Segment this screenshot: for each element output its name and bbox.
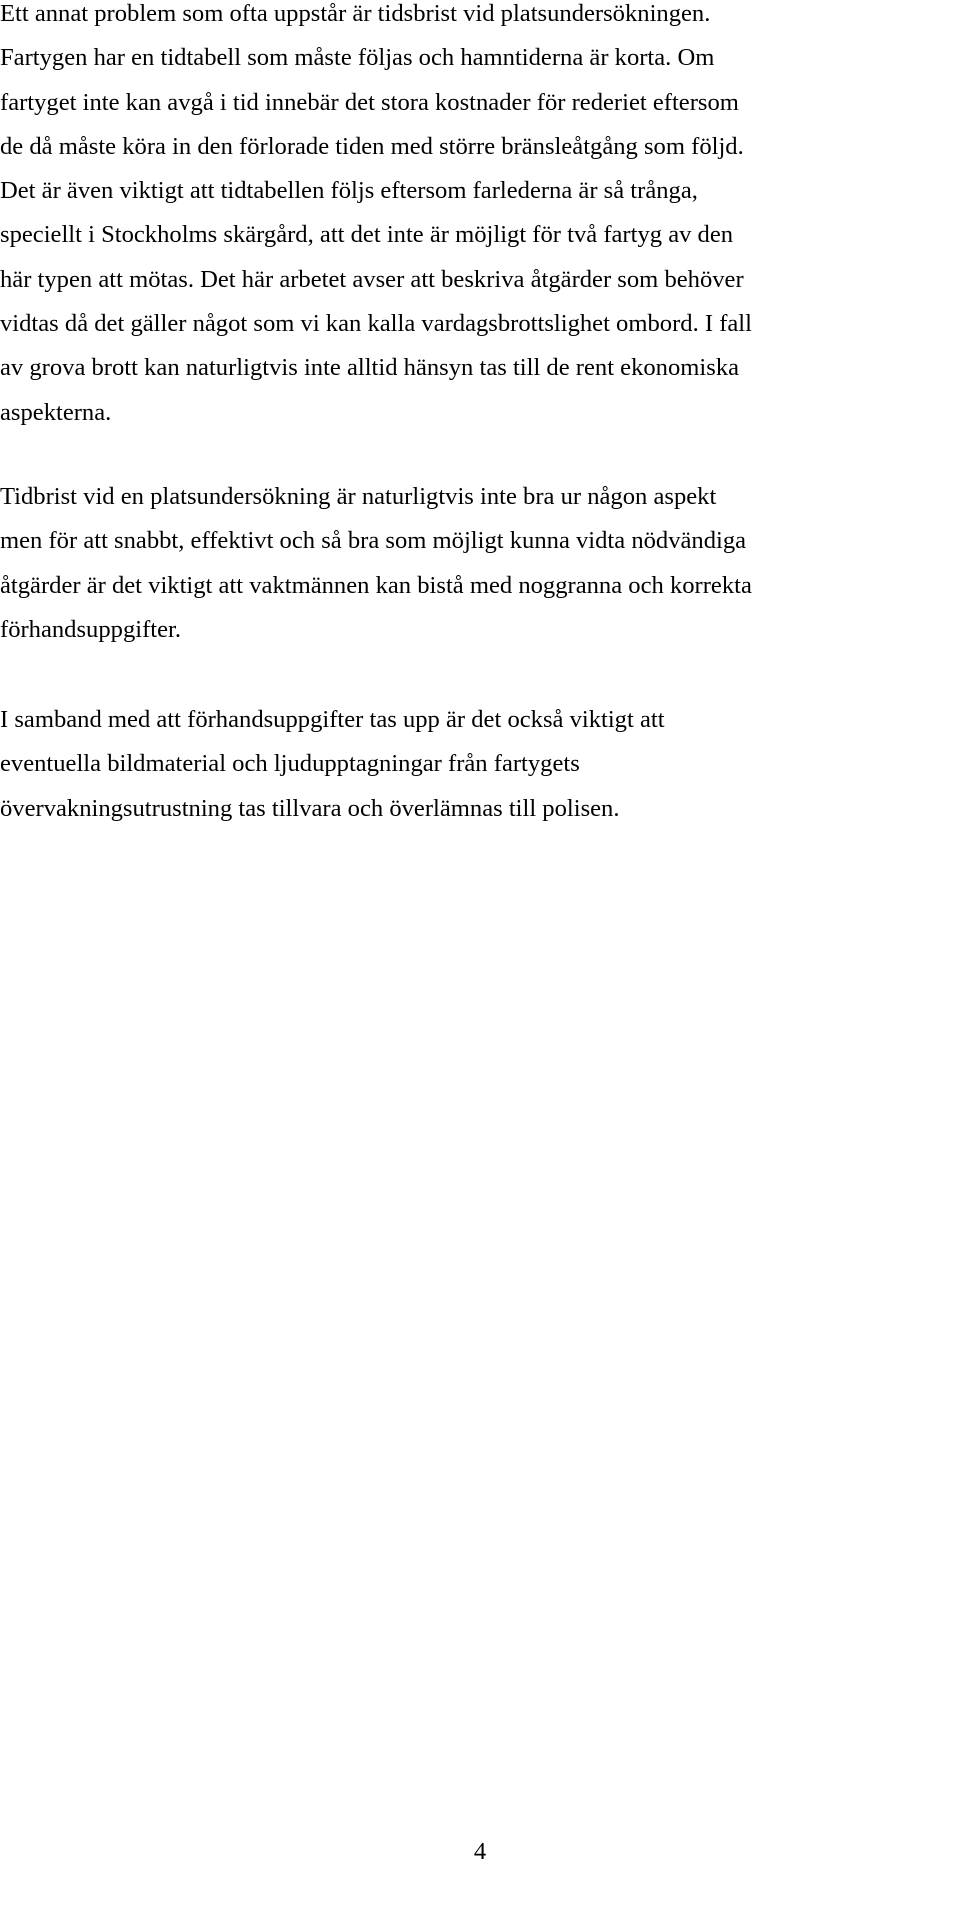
- text-line: förhandsuppgifter.: [0, 615, 181, 643]
- text-line: Tidbrist vid en platsundersökning är naturligtvis inte bra ur någon aspekt: [0, 483, 717, 510]
- text-line: vidtas då det gäller något som vi kan kalla vardagsbrottslighet ombord. I fall: [0, 310, 752, 338]
- text-line: Det är även viktigt att tidtabellen följs eftersom farlederna är så trånga,: [0, 177, 698, 205]
- text-line: fartyget inte kan avgå i tid innebär det stora kostnader för rederiet eftersom: [0, 88, 739, 116]
- text-line: övervakningsutrustning tas tillvara och överlämnas till polisen.: [0, 794, 620, 822]
- text-line: I samband med att förhandsuppgifter tas upp är det också viktigt att: [0, 706, 665, 733]
- paragraph-3: [0, 698, 665, 831]
- text-line: här typen att mötas. Det här arbetet avser att beskriva åtgärder som behöver: [0, 265, 744, 293]
- text-line: åtgärder är det viktigt att vaktmännen kan bistå med noggranna och korrekta: [0, 571, 752, 599]
- text-line: eventuella bildmaterial och ljudupptagningar från fartygets: [0, 750, 580, 778]
- text-line: Ett annat problem som ofta uppstår är tidsbrist vid platsundersökningen.: [0, 0, 711, 27]
- text-line: aspekterna.: [0, 398, 112, 426]
- paragraph-2: [0, 475, 752, 652]
- text-line: men för att snabbt, effektivt och så bra som möjligt kunna vidta nödvändiga: [0, 527, 747, 555]
- page-number: 4: [473, 1838, 487, 1865]
- text-line: Fartygen har en tidtabell som måste följas och hamntiderna är korta. Om: [0, 44, 715, 72]
- text-line: av grova brott kan naturligtvis inte alltid hänsyn tas till de rent ekonomiska: [0, 354, 740, 382]
- text-line: de då måste köra in den förlorade tiden med större bränsleåtgång som följd.: [0, 132, 744, 160]
- text-line: speciellt i Stockholms skärgård, att det inte är möjligt för två fartyg av den: [0, 221, 734, 249]
- paragraph-1: [0, 0, 752, 435]
